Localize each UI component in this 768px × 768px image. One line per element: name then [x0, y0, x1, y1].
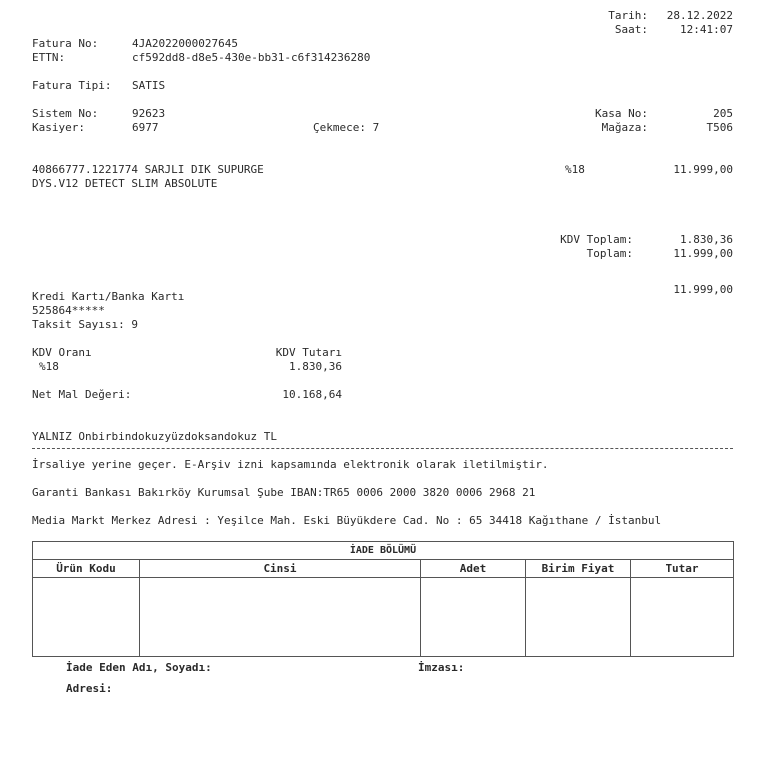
invoice-type-value: SATIS — [132, 79, 166, 92]
time-value: 12:41:07 — [680, 23, 733, 36]
time-label: Saat: — [614, 23, 648, 36]
returner-address-label: Adresi: — [66, 682, 113, 695]
drawer-info: Çekmece: 7 — [313, 121, 380, 134]
column-quantity: Adet — [421, 560, 526, 578]
ettn-value: cf592dd8-d8e5-430e-bb31-c6f314236280 — [132, 51, 371, 64]
return-section-table — [32, 541, 734, 657]
vat-rate-value: %18 — [39, 360, 59, 373]
column-product-code: Ürün Kodu — [33, 560, 140, 578]
column-description: Cinsi — [140, 560, 421, 578]
column-amount: Tutar — [631, 560, 734, 578]
item-price: 11.999,00 — [673, 163, 733, 176]
return-cell-description — [140, 578, 421, 657]
card-number: 525864***** — [32, 304, 105, 317]
item-line-2: DYS.V12 DETECT SLIM ABSOLUTE — [32, 177, 218, 190]
return-cell-amount — [631, 578, 734, 657]
returner-name-label: İade Eden Adı, Soyadı: — [66, 661, 212, 674]
register-no-value: 205 — [713, 107, 733, 120]
item-vat: %18 — [565, 163, 585, 176]
invoice-no-label: Fatura No: — [32, 37, 99, 50]
item-line-1: 40866777.1221774 SARJLI DIK SUPURGE — [32, 163, 264, 176]
net-value: 10.168,64 — [282, 388, 342, 401]
register-no-label: Kasa No: — [595, 107, 648, 120]
bank-info: Garanti Bankası Bakırköy Kurumsal Şube IBAN:TR65 0006 2000 3820 0006 2968 21 — [32, 486, 536, 499]
cashier-label: Kasiyer: — [32, 121, 85, 134]
e-archive-note: İrsaliye yerine geçer. E-Arşiv izni kapsamında elektronik olarak iletilmiştir. — [32, 458, 549, 471]
ettn-label: ETTN: — [32, 51, 66, 64]
date-value: 28.12.2022 — [666, 9, 733, 22]
return-section-title: İADE BÖLÜMÜ — [33, 542, 734, 560]
hq-address: Media Markt Merkez Adresi : Yeşilce Mah. Eski Büyükdere Cad. No : 65 34418 Kağıthane / İstanbul — [32, 514, 662, 527]
invoice-no-value: 4JA2022000027645 — [132, 37, 238, 50]
return-cell-product-code — [33, 578, 140, 657]
vat-total-value: 1.830,36 — [680, 233, 733, 246]
vat-amount-label: KDV Tutarı — [275, 346, 342, 359]
total-value: 11.999,00 — [673, 247, 733, 260]
cashier-value: 6977 — [132, 121, 159, 134]
vat-total-label: KDV Toplam: — [560, 233, 633, 246]
date-label: Tarih: — [608, 9, 648, 22]
return-cell-unit-price — [526, 578, 631, 657]
net-value-label: Net Mal Değeri: — [32, 388, 132, 401]
payment-amount: 11.999,00 — [673, 283, 733, 296]
dashed-divider — [32, 448, 733, 449]
signature-label: İmzası: — [418, 661, 465, 674]
store-label: Mağaza: — [601, 121, 648, 134]
column-unit-price: Birim Fiyat — [526, 560, 631, 578]
amount-in-words: YALNIZ Onbirbindokuzyüzdoksandokuz TL — [32, 430, 278, 443]
system-no-value: 92623 — [132, 107, 166, 120]
return-cell-quantity — [421, 578, 526, 657]
store-value: T506 — [706, 121, 733, 134]
system-no-label: Sistem No: — [32, 107, 99, 120]
vat-rate-label: KDV Oranı — [32, 346, 92, 359]
vat-amount-value: 1.830,36 — [289, 360, 342, 373]
payment-method: Kredi Kartı/Banka Kartı — [32, 290, 185, 303]
installments: Taksit Sayısı: 9 — [32, 318, 138, 331]
invoice-type-label: Fatura Tipi: — [32, 79, 112, 92]
total-label: Toplam: — [586, 247, 633, 260]
